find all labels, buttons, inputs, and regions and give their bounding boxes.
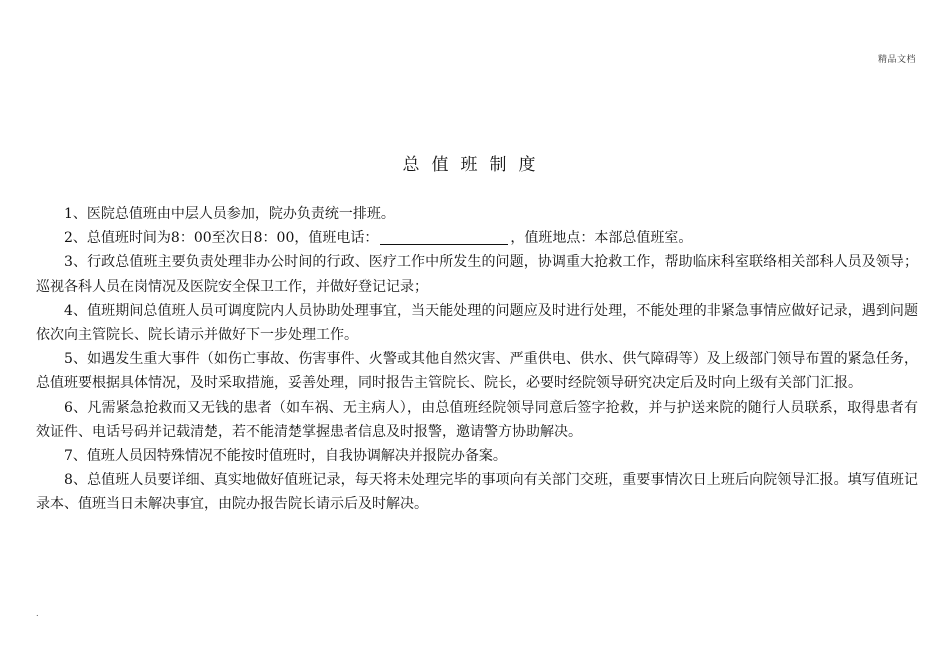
footer-mark: . xyxy=(36,609,39,618)
paragraph-7: 7、值班人员因特殊情况不能按时值班时，自我协调解决并报院办备案。 xyxy=(64,448,507,465)
paragraph-5: 5、如遇发生重大事件（如伤亡事故、伤害事件、火警或其他自然灾害、严重供电、供水、供气障碍等）及上级部门领导布置的紧急任务，总值班要根据具体情况，及时采取措施，妥善处理，同时报告主管院长、院长，必要时经院领导研究决定后及时向上级有关部门汇报。 xyxy=(36,351,918,392)
header-watermark: 精品文档 xyxy=(877,55,916,65)
document-title: 总值班制度 xyxy=(402,155,548,175)
phone-blank-line xyxy=(380,230,508,245)
paragraph-6: 6、凡需紧急抢救而又无钱的患者（如车祸、无主病人），由总值班经院领导同意后签字抢救，并与护送来院的随行人员联系，取得患者有效证件、电话号码并记载清楚，若不能清楚掌握患者信息及时报警，邀请警方协助解决。 xyxy=(36,399,918,440)
paragraph-2 xyxy=(36,226,918,250)
paragraph-3: 3、行政总值班主要负责处理非办公时间的行政、医疗工作中所发生的问题，协调重大抢救工作，帮助临床科室联络相关部科人员及领导；巡视各科人员在岗情况及医院安全保卫工作，并做好登记记录； xyxy=(36,254,918,295)
paragraph-8: 8、总值班人员要详细、真实地做好值班记录，每天将未处理完毕的事项向有关部门交班，重要事情次日上班后向院领导汇报。填写值班记录本、值班当日未解决事宜，由院办报告院长请示后及时解决。 xyxy=(36,472,918,513)
paragraph-2-after: ，值班地点：本部总值班室。 xyxy=(510,230,693,247)
paragraph-1: 1、医院总值班由中层人员参加，院办负责统一排班。 xyxy=(64,206,395,222)
paragraph-2-before: 2、总值班时间为8：00至次日8：00，值班电话： xyxy=(64,230,379,247)
document-body xyxy=(36,202,918,517)
paragraph-4: 4、值班期间总值班人员可调度院内人员协助处理事宜，当天能处理的问题应及时进行处理，不能处理的非紧急事情应做好记录，遇到问题依次向主管院长、院长请示并做好下一步处理工作。 xyxy=(36,302,918,344)
